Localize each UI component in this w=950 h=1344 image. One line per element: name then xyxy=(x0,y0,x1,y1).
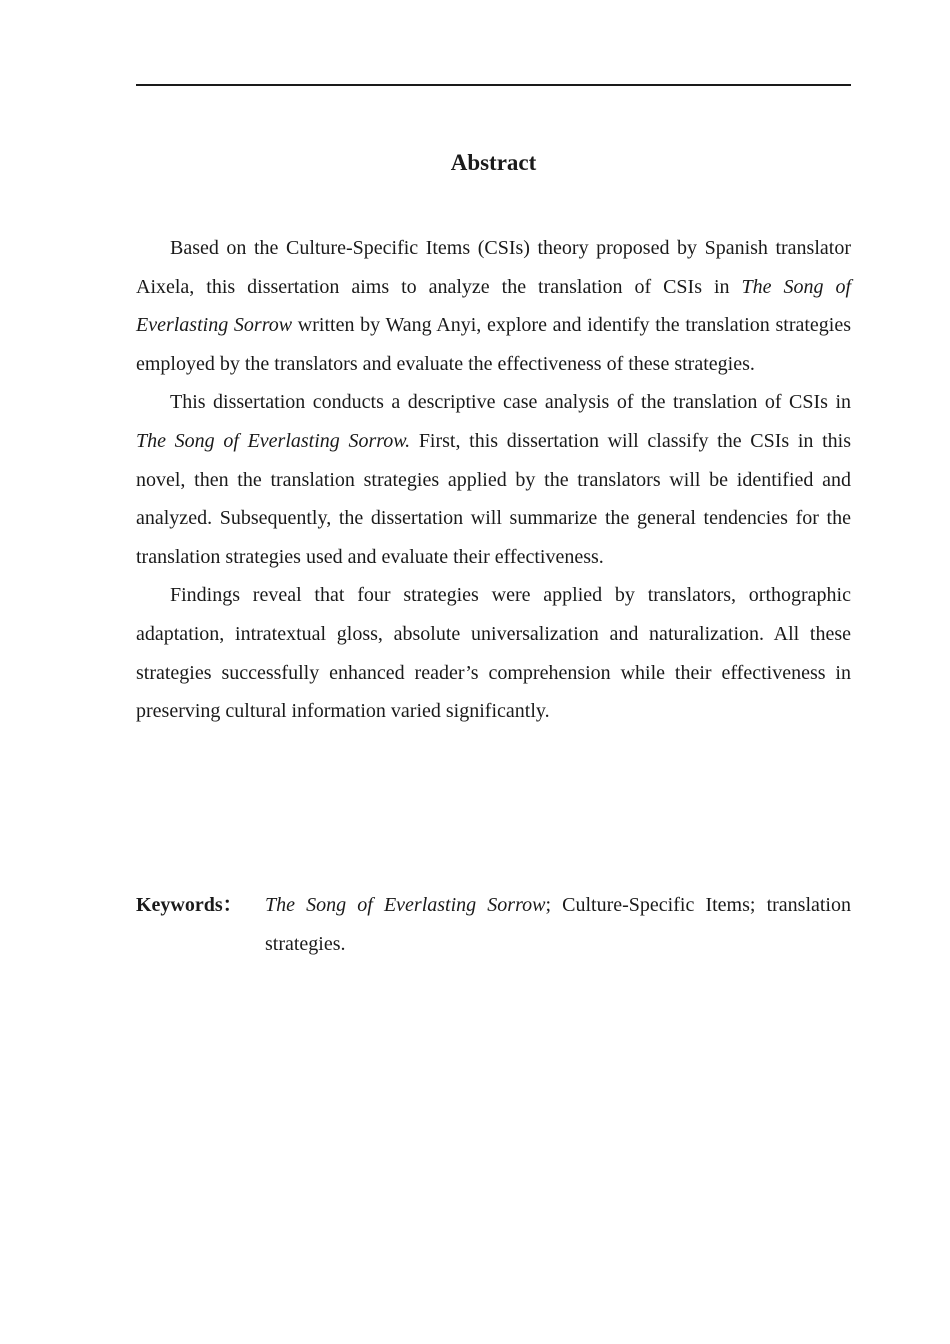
abstract-title: Abstract xyxy=(450,150,537,175)
paragraph-2-text-2: First, this dissertation will classify the CSIs in this novel, then the translation strategies applied by the translators will be identified and analyzed. Subsequently, the dissertation will summarize the general tendencies for the translation strategies used and evaluate their effectiveness. xyxy=(136,429,851,568)
paragraph-1 xyxy=(136,229,851,383)
paragraph-2-book-title: The Song of Everlasting Sorrow. xyxy=(136,429,411,452)
paragraph-1-text-1: Based on the Culture-Specific Items (CSIs) theory proposed by Spanish translator Aixela, this dissertation aims to analyze the translation of CSIs in xyxy=(136,237,851,298)
paragraph-1-book-title: The Song of Everlasting Sorrow xyxy=(136,275,852,337)
abstract-body xyxy=(136,229,851,731)
keyword-book-title: The Song of Everlasting Sorrow xyxy=(265,894,546,916)
keywords-block xyxy=(136,886,851,963)
paragraph-1-text-2: written by Wang Anyi, explore and identify the translation strategies employed by the translators and evaluate the effectiveness of these strategies. xyxy=(136,314,852,375)
paragraph-3 xyxy=(136,576,851,730)
paragraph-2-text-1: This dissertation conducts a descriptive case analysis of the translation of CSIs in xyxy=(170,391,851,414)
keywords-label: Keywords： xyxy=(136,894,243,916)
keywords-list xyxy=(265,886,851,963)
paragraph-3-text-1: Findings reveal that four strategies were applied by translators, orthographic adaptation, intratextual gloss, absolute universalization and naturalization. All these strategies successfully enhanced reader’s comprehension while their effectiveness in preserving cultural information varied significantly. xyxy=(136,584,851,723)
paragraph-2 xyxy=(136,383,851,576)
header-rule xyxy=(136,84,851,86)
keyword-rest: ; Culture-Specific Items; translation strategies. xyxy=(265,894,851,955)
